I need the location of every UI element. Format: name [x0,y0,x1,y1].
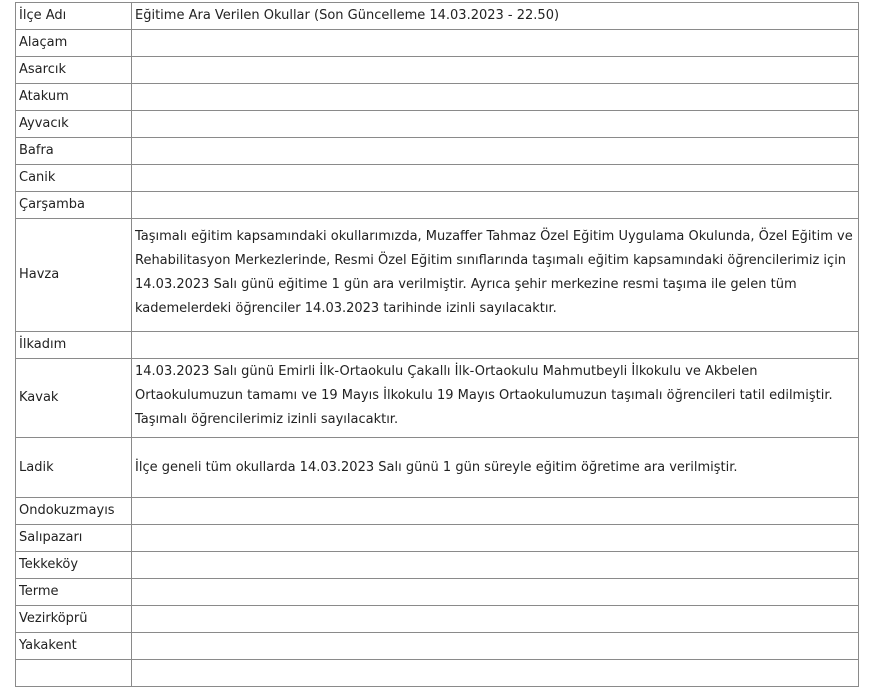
district-name: Salıpazarı [16,525,132,552]
school-closures-table [15,2,859,687]
district-name: Asarcık [16,57,132,84]
closure-info [132,525,859,552]
district-name: Terme [16,579,132,606]
district-name: Ayvacık [16,111,132,138]
table-row [16,606,859,633]
district-name: Canik [16,165,132,192]
table-row [16,57,859,84]
district-name: Ondokuzmayıs [16,498,132,525]
closure-info [132,606,859,633]
district-name [16,660,132,687]
closure-info [132,633,859,660]
district-name: Çarşamba [16,192,132,219]
closure-info: Taşımalı eğitim kapsamındaki okullarımızda, Muzaffer Tahmaz Özel Eğitim Uygulama Okulunda, Özel Eğitim ve Rehabilitasyon Merkezlerinde, Resmi Özel Eğitim sınıflarında taşımalı eğitim kapsamındaki öğrencilerimiz için 14.03.2023 Salı günü eğitime 1 gün ara verilmiştir. Ayrıca şehir merkezine resmi taşıma ile gelen tüm kademelerdeki öğrenciler 14.03.2023 tarihinde izinli sayılacaktır. [132,219,859,332]
district-name: Ladik [16,438,132,498]
closure-info [132,552,859,579]
schools-table-container [15,2,859,687]
closure-info [132,192,859,219]
header-closures: Eğitime Ara Verilen Okullar (Son Güncelleme 14.03.2023 - 22.50) [132,3,859,30]
closure-info [132,30,859,57]
table-row [16,359,859,438]
table-row [16,579,859,606]
table-row [16,525,859,552]
closure-info [132,332,859,359]
district-name: Atakum [16,84,132,111]
district-name: Tekkeköy [16,552,132,579]
table-row [16,660,859,687]
closure-info [132,579,859,606]
closure-info [132,660,859,687]
table-row [16,438,859,498]
closure-info [132,84,859,111]
district-name: İlkadım [16,332,132,359]
header-district: İlçe Adı [16,3,132,30]
table-row [16,84,859,111]
table-row [16,192,859,219]
table-row [16,633,859,660]
table-row [16,219,859,332]
district-name: Vezirköprü [16,606,132,633]
closure-info: 14.03.2023 Salı günü Emirli İlk-Ortaokulu Çakallı İlk-Ortaokulu Mahmutbeyli İlkokulu ve Akbelen Ortaokulumuzun tamamı ve 19 Mayıs İlkokulu 19 Mayıs Ortaokulumuzun taşımalı öğrencileri tatil edilmiştir. Taşımalı öğrencilerimiz izinli sayılacaktır. [132,359,859,438]
table-header-row [16,3,859,30]
closure-info [132,498,859,525]
closure-info: İlçe geneli tüm okullarda 14.03.2023 Salı günü 1 gün süreyle eğitim öğretime ara verilmiştir. [132,438,859,498]
closure-info [132,57,859,84]
district-name: Bafra [16,138,132,165]
closure-info [132,138,859,165]
table-row [16,552,859,579]
district-name: Havza [16,219,132,332]
table-row [16,138,859,165]
closure-info [132,111,859,138]
table-row [16,30,859,57]
district-name: Yakakent [16,633,132,660]
table-row [16,332,859,359]
table-row [16,165,859,192]
district-name: Kavak [16,359,132,438]
closure-info [132,165,859,192]
district-name: Alaçam [16,30,132,57]
table-row [16,498,859,525]
table-row [16,111,859,138]
